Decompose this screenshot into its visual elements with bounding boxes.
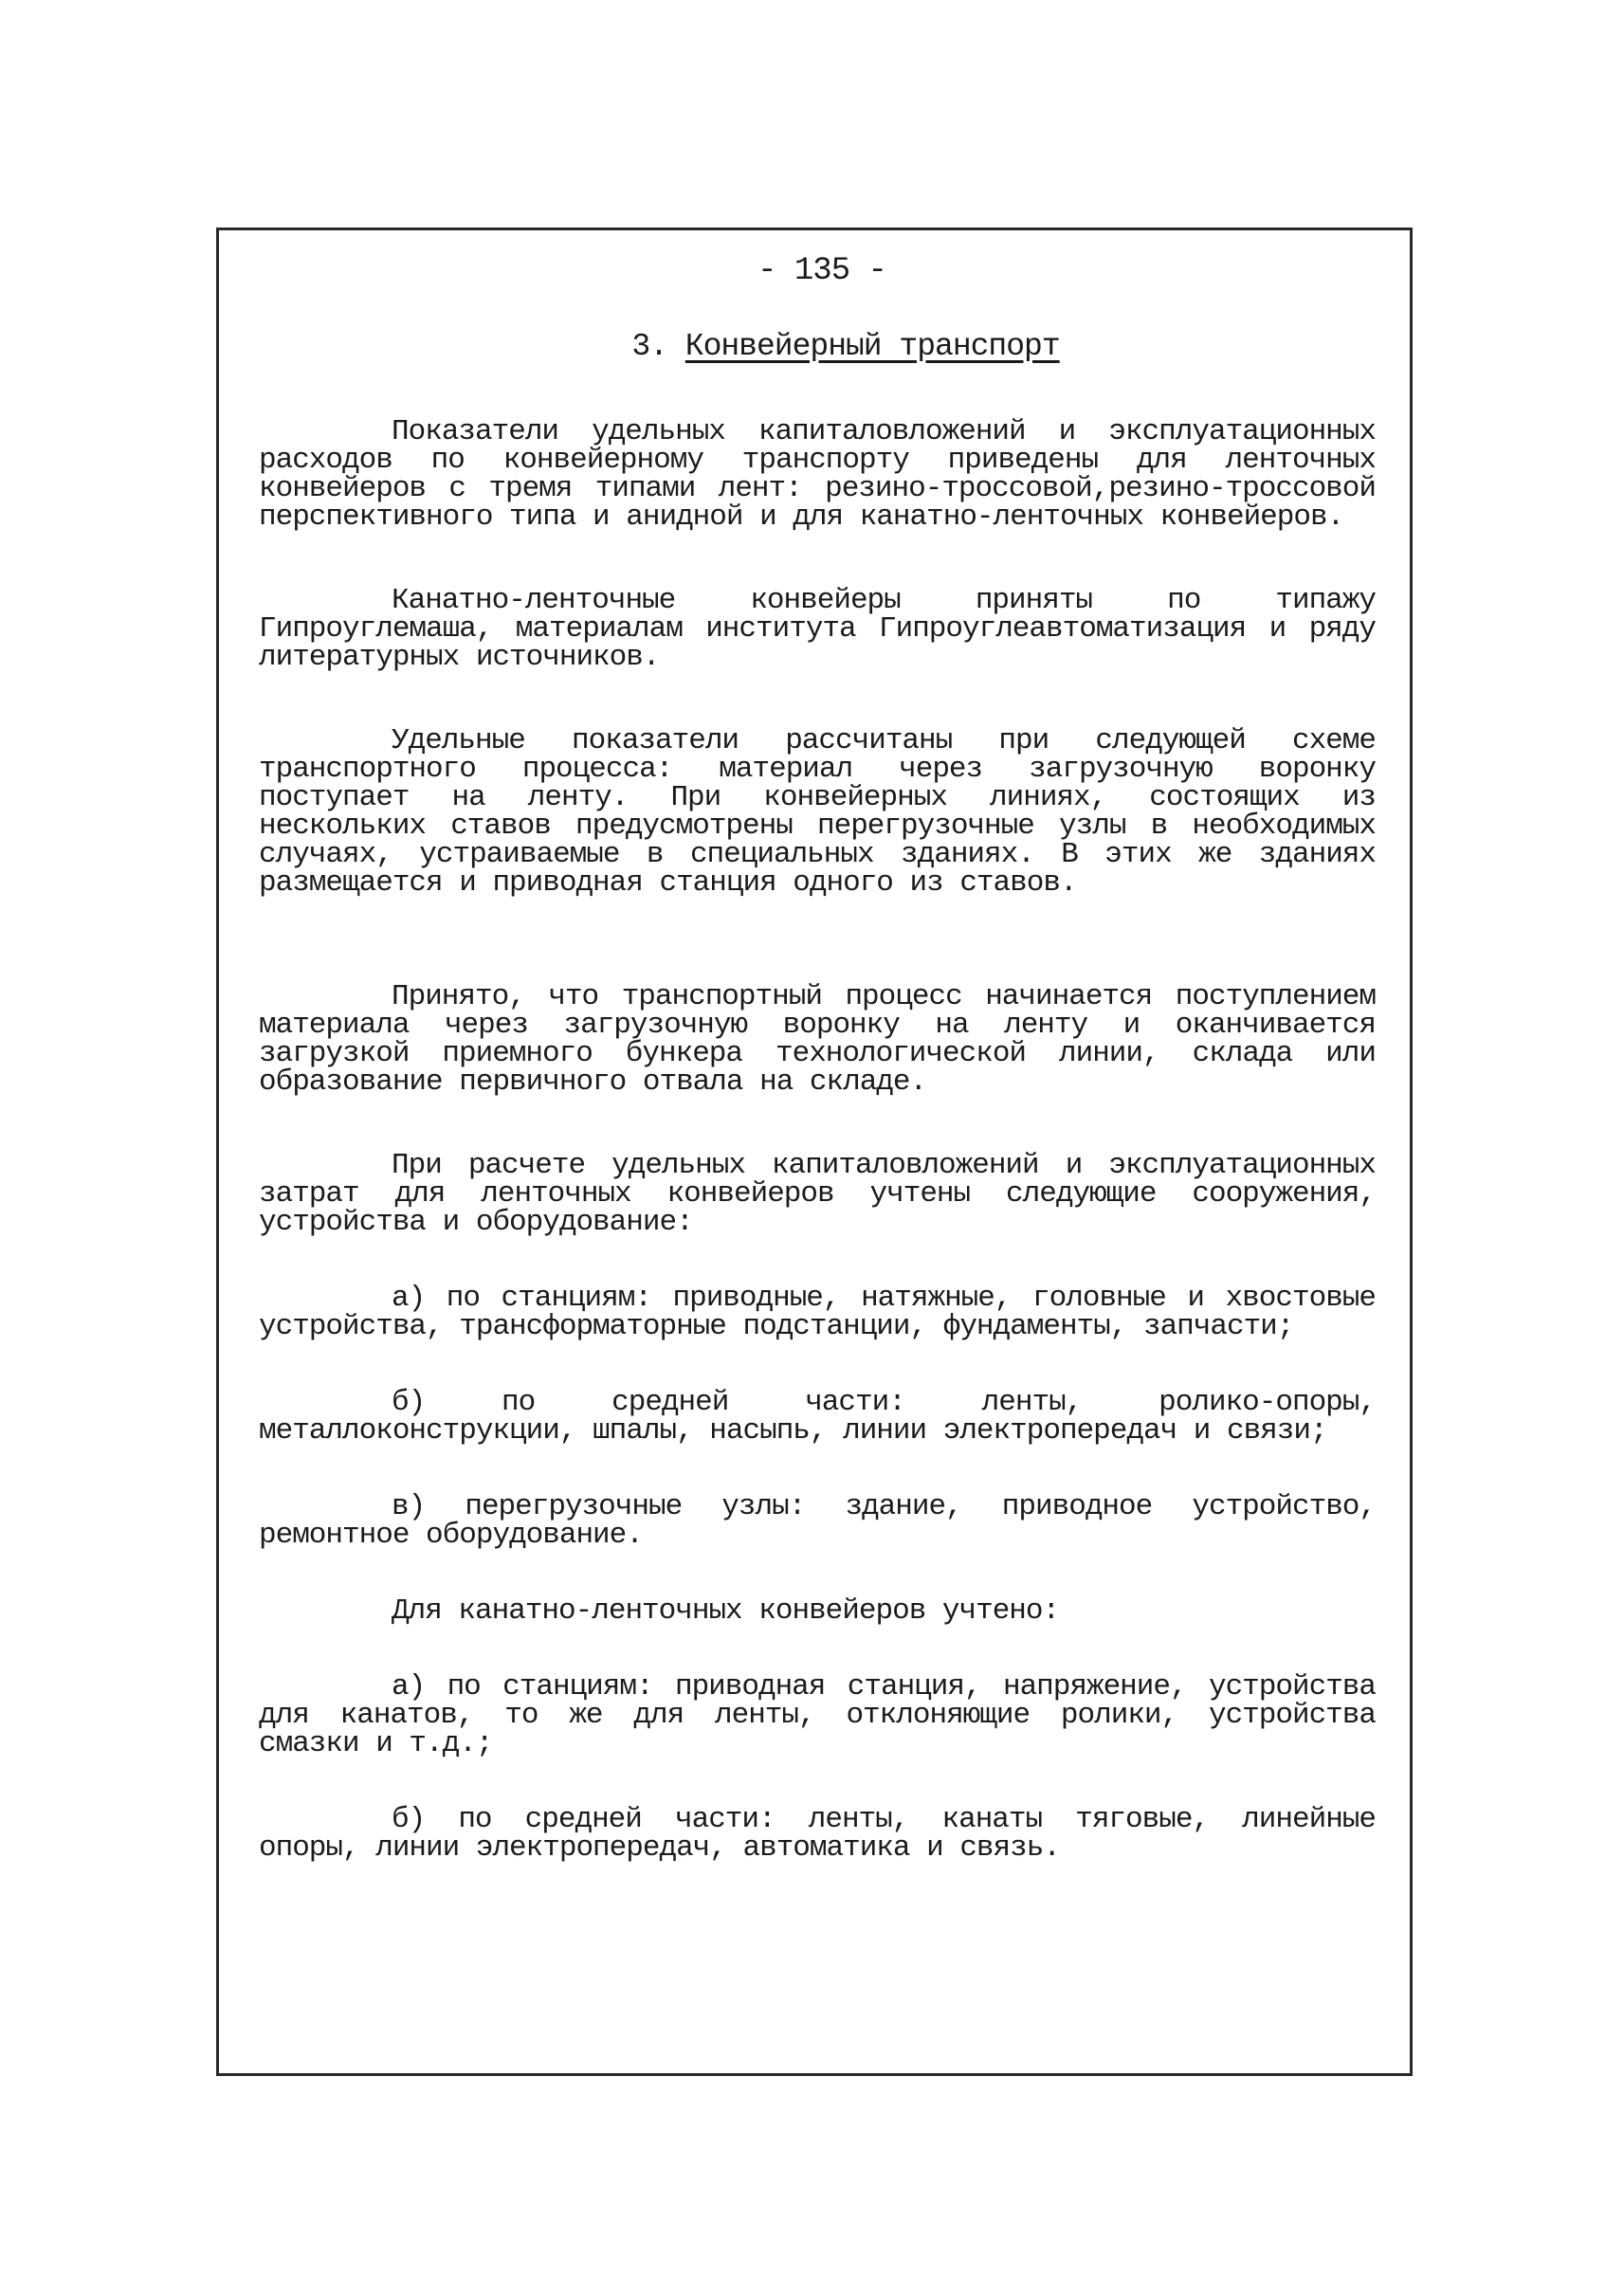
page-number: - 135 - <box>757 253 886 289</box>
list-item-middle-part: б) по средней части: ленты, ролико-опоры, металлоконструкции, шпалы, насыпь, линии электропередач и связи; <box>259 1386 1376 1448</box>
list-item-stations: а) по станциям: приводные, натяжные, головные и хвостовые устройства, трансформаторные подстанции, фундаменты, запчасти; <box>259 1282 1376 1343</box>
paragraph-rope-belt-heading: Для канатно-ленточных конвейеров учтено: <box>392 1594 1060 1628</box>
paragraph-rope-belt-source: Канатно-ленточные конвейеры приняты по типажу Гипроуглемаша, материалам института Гипроуглеавтоматизация и ряду литературных источников. <box>259 584 1376 674</box>
section-title: Конвейерный транспорт <box>684 329 1060 364</box>
paragraph-process-start-end: Принято, что транспортный процесс начинается поступлением материала через загрузочную воронку на ленту и оканчивается загрузкой приемного бункера технологической линии, склада или образование первичного отвала на складе. <box>259 980 1376 1099</box>
page-content <box>259 253 1376 1865</box>
page-frame <box>216 228 1413 2076</box>
list-item-transfer-nodes: в) перегрузочные узлы: здание, приводное устройство, ремонтное оборудование. <box>259 1490 1376 1552</box>
paragraph-accounted-items: При расчете удельных капиталовложений и эксплуатационных затрат для ленточных конвейеров учтены следующие сооружения, устройства и оборудование: <box>259 1149 1376 1239</box>
section-number: 3. <box>631 329 667 364</box>
paragraph-process-scheme: Удельные показатели рассчитаны при следующей схеме транспортного процесса: материал через загрузочную воронку поступает на ленту. При конвейерных линиях, состоящих из нескольких ставов предусмотрены перегрузочные узлы в необходимых случаях, устраиваемые в специальных зданиях. В этих же зданиях размещается и приводная станция одного из ставов. <box>259 724 1376 900</box>
paragraph-intro: Показатели удельных капиталовложений и эксплуатационных расходов по конвейерному транспорту приведены для ленточных конвейеров с тремя типами лент: резино-троссовой,резино-троссовой перспективного типа и анидной и для канатно-ленточных конвейеров. <box>259 415 1376 534</box>
section-heading <box>259 329 1376 364</box>
list-item-rope-stations: а) по станциям: приводная станция, напряжение, устройства для канатов, то же для ленты, отклоняющие ролики, устройства смазки и т.д.; <box>259 1670 1376 1760</box>
list-item-rope-middle-part: б) по средней части: ленты, канаты тяговые, линейные опоры, линии электропередач, автоматика и связь. <box>259 1803 1376 1865</box>
